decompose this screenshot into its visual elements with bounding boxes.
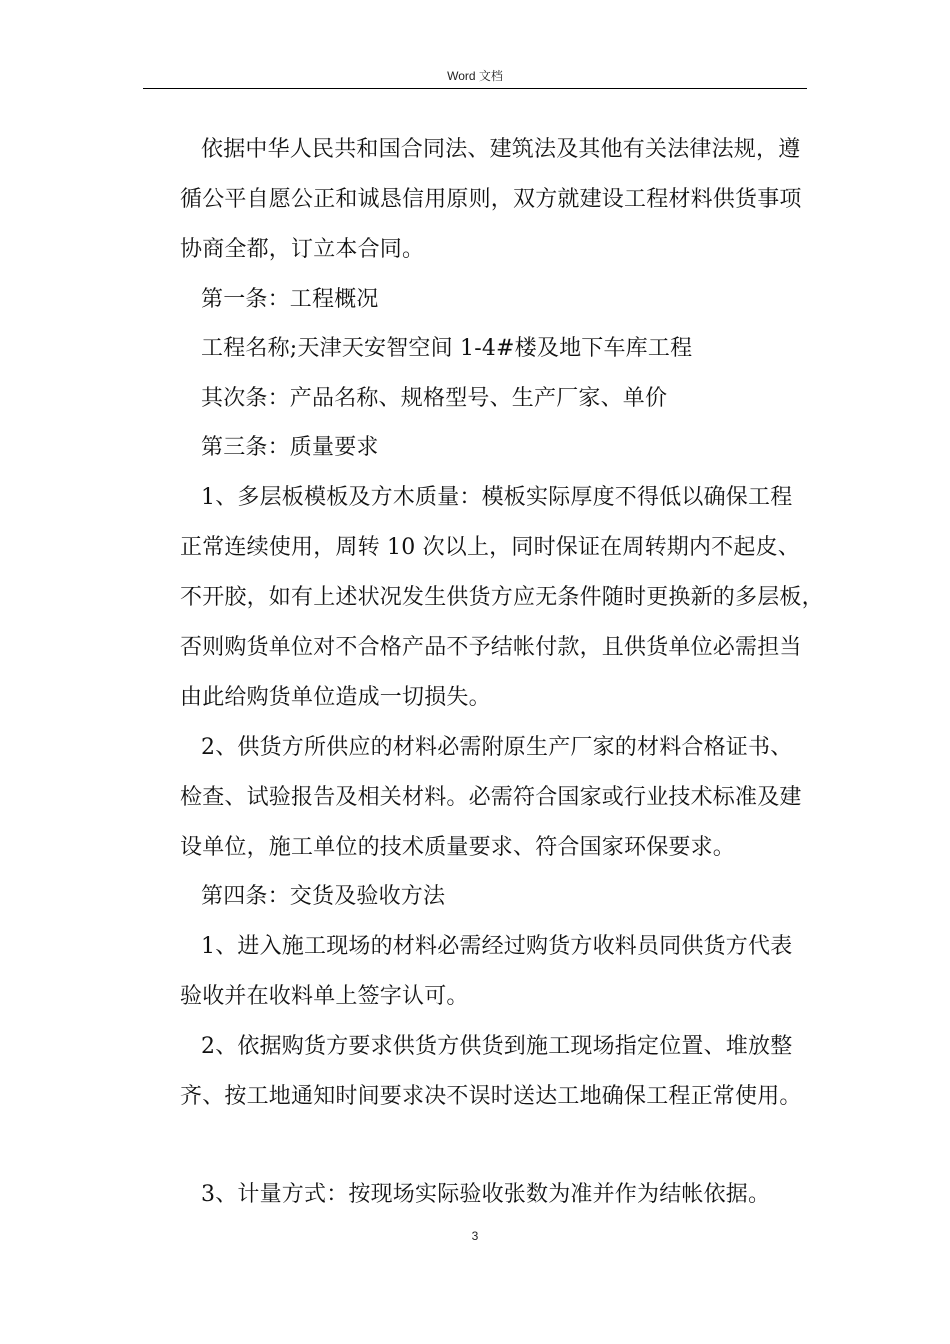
body-line: 正常连续使用，周转 10 次以上，同时保证在周转期内不起皮、: [180, 535, 800, 560]
body-line: 2、依据购货方要求供货方供货到施工现场指定位置、堆放整: [201, 1034, 793, 1059]
body-line: 否则购货单位对不合格产品不予结帐付款，且供货单位必需担当: [180, 635, 802, 660]
body-line: 工程名称;天津天安智空间 1-4#楼及地下车库工程: [201, 336, 693, 361]
body-line: 循公平自愿公正和诚恳信用原则，双方就建设工程材料供货事项: [180, 187, 802, 212]
page-header: [143, 66, 807, 89]
body-line: 齐、按工地通知时间要求决不误时送达工地确保工程正常使用。: [180, 1084, 802, 1109]
body-line: 由此给购货单位造成一切损失。: [180, 685, 491, 710]
section-heading: 第一条：工程概况: [201, 287, 379, 312]
body-line: 2、供货方所供应的材料必需附原生产厂家的材料合格证书、: [201, 735, 793, 760]
body-line: 3、计量方式：按现场实际验收张数为准并作为结帐依据。: [201, 1182, 771, 1207]
body-line: 验收并在收料单上签字认可。: [180, 984, 469, 1009]
body-line: 设单位，施工单位的技术质量要求、符合国家环保要求。: [180, 835, 736, 860]
body-line: 1、多层板模板及方木质量：模板实际厚度不得低以确保工程: [201, 485, 793, 510]
page-number: 3: [471, 1229, 479, 1243]
header-label: Word 文档: [447, 69, 503, 83]
section-heading: 第四条：交货及验收方法: [201, 884, 446, 909]
body-line: 不开胶，如有上述状况发生供货方应无条件随时更换新的多层板，: [180, 585, 824, 610]
body-line: 依据中华人民共和国合同法、建筑法及其他有关法律法规，遵: [201, 137, 801, 162]
section-heading: 第三条：质量要求: [201, 435, 379, 460]
section-heading: 其次条：产品名称、规格型号、生产厂家、单价: [201, 386, 668, 411]
body-line: 协商全都，订立本合同。: [180, 237, 425, 262]
body-line: 检查、试验报告及相关材料。必需符合国家或行业技术标准及建: [180, 785, 802, 810]
body-line: 1、进入施工现场的材料必需经过购货方收料员同供货方代表: [201, 934, 793, 959]
